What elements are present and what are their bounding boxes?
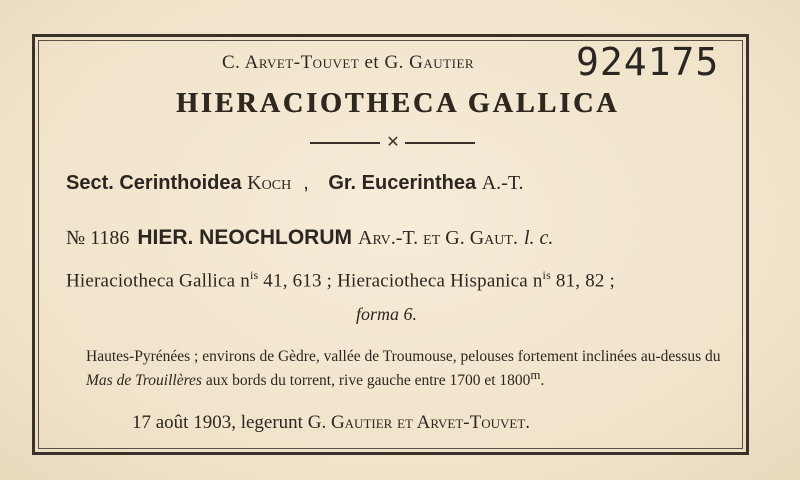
specimen-number: 924175 [576,40,720,84]
references-line [66,268,615,292]
authors-conjunction: et [364,52,380,73]
section-line [66,172,524,195]
locality-place-name: Mas de Trouillères [86,372,202,390]
locality-part-3: . [540,372,545,390]
forma-line: forma 6. [356,304,418,324]
collectors: G. Gautier et Arvet-Touvet. [307,412,531,433]
locality-part-2: aux bords du torrent, rive gauche entre 1700 et 1800 [201,372,531,390]
collection-date-line [132,412,530,434]
section-separator: , [303,172,309,194]
reference-gallica: Hieraciotheca Gallica n [66,270,250,292]
ornament-bar-right [405,142,475,144]
ornament-bar-left [310,142,380,144]
species-name: HIER. NEOCHLORUM [137,226,353,249]
section-name: Sect. Cerinthoidea [66,172,242,194]
section-author: Koch [247,172,292,194]
species-reference: l. c. [523,227,554,249]
reference-hispanica: 41, 613 ; Hieraciotheca Hispanica n [258,270,543,292]
locality-unit-sup: m [530,367,541,382]
reference-sup-1: is [249,268,259,282]
ornament-flourish-icon: ✕ [386,134,400,151]
authors-line [222,52,474,74]
species-authors: Arv.-T. et G. Gaut. [358,227,518,249]
author-arvet-touvet: C. Arvet-Touvet [222,52,360,73]
author-gautier: G. Gautier [384,52,475,73]
group-author: A.-T. [481,172,524,194]
ornament-divider [310,136,475,150]
reference-numbers: 81, 82 ; [550,270,616,292]
collection-date: 17 août 1903, legerunt [132,412,303,433]
reference-sup-2: is [542,268,551,282]
group-name: Gr. Eucerinthea [328,172,477,194]
locality-text [86,348,736,390]
collection-title: HIERACIOTHECA GALLICA [176,88,620,119]
locality-part-1: Hautes-Pyrénées ; environs de Gèdre, vallée de Troumouse, pelouses fortement inclinées au-dessus du [86,348,721,365]
species-number: № 1186 [66,227,130,249]
species-line [66,226,553,250]
